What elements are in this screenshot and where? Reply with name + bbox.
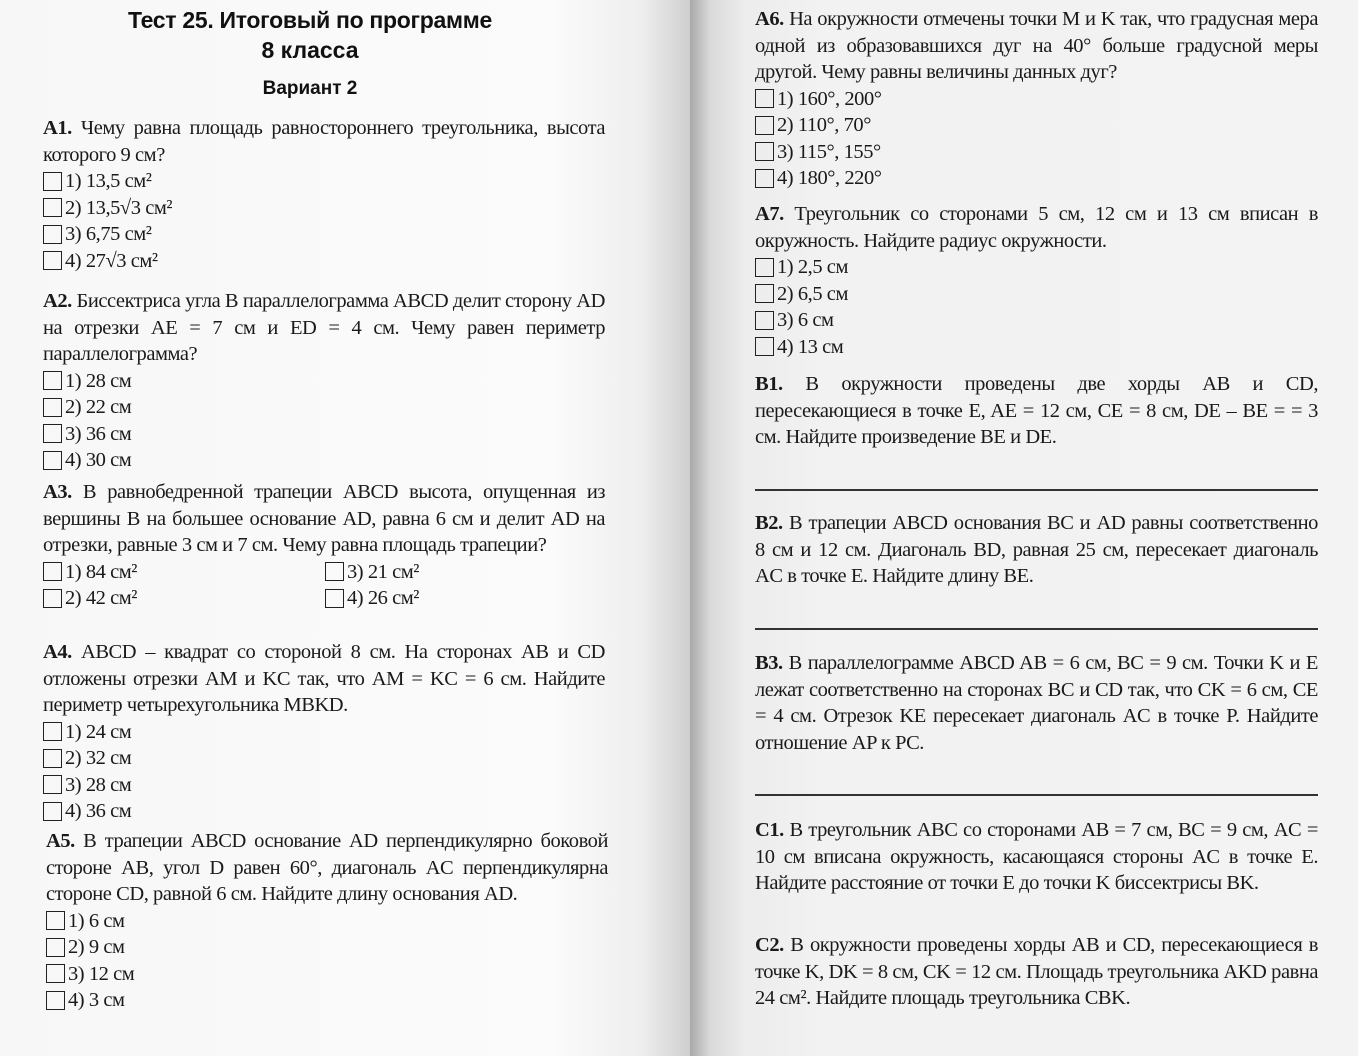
answer-option[interactable] bbox=[46, 934, 608, 961]
task-question: Чему равна площадь равностороннего треугольника, высота которого 9 см? bbox=[43, 117, 605, 166]
task-label: А1. bbox=[43, 117, 72, 139]
answer-option[interactable] bbox=[755, 281, 1318, 308]
answer-option[interactable] bbox=[325, 585, 585, 612]
task-a3 bbox=[43, 479, 605, 612]
task-a2 bbox=[43, 288, 605, 474]
option-text: 3) 6,75 см² bbox=[65, 223, 152, 245]
checkbox[interactable] bbox=[43, 371, 62, 390]
task-question: В параллелограмме ABCD AB = 6 см, BC = 9 см. Точки K и E лежат соответственно на сторонах BC и CD так, что CK = 6 см, CE = 4 см. Отрезок KE пересекает диагональ AC в точке P. Найдите отношение AP к PC. bbox=[755, 652, 1318, 754]
answer-option[interactable] bbox=[755, 334, 1318, 361]
option-text: 3) 6 см bbox=[777, 309, 834, 331]
checkbox[interactable] bbox=[46, 938, 65, 957]
test-title-grade: 8 класса bbox=[261, 37, 359, 63]
option-text: 1) 24 см bbox=[65, 720, 132, 743]
answer-option[interactable] bbox=[43, 168, 605, 195]
task-question: ABCD – квадрат со стороной 8 см. На сторонах AB и CD отложены отрезки AM и KC так, что AM = KC = 6 см. Найдите периметр четырехугольника MBKD. bbox=[43, 641, 605, 716]
answer-line bbox=[755, 794, 1318, 796]
option-text: 2) 32 см bbox=[65, 747, 132, 769]
task-c2 bbox=[755, 932, 1318, 1012]
answer-option[interactable] bbox=[43, 221, 605, 248]
task-a1 bbox=[43, 115, 605, 274]
option-text: 4) 27√3 см² bbox=[65, 249, 158, 272]
task-label: А3. bbox=[43, 481, 72, 503]
option-text: 4) 30 см bbox=[65, 449, 132, 471]
task-label: В2. bbox=[755, 512, 783, 534]
task-label: А5. bbox=[46, 830, 75, 852]
answer-option[interactable] bbox=[43, 394, 605, 421]
checkbox[interactable] bbox=[43, 562, 62, 581]
checkbox[interactable] bbox=[43, 802, 62, 821]
option-text: 2) 6,5 см bbox=[777, 282, 848, 305]
task-question: В окружности проведены хорды AB и CD, пересекающиеся в точке K, DK = 8 см, CK = 12 см. Площадь треугольника AKD равна 24 см². Найдите площадь треугольника CBK. bbox=[755, 934, 1318, 1009]
task-question: Треугольник со сторонами 5 см, 12 см и 13 см вписан в окружность. Найдите радиус окружности. bbox=[755, 203, 1318, 252]
task-a4 bbox=[43, 639, 605, 825]
task-b1 bbox=[755, 371, 1318, 451]
answer-option[interactable] bbox=[46, 908, 608, 935]
answer-option[interactable] bbox=[43, 421, 605, 448]
answer-option[interactable] bbox=[43, 798, 605, 825]
option-text: 1) 84 см² bbox=[65, 560, 137, 583]
task-label: С2. bbox=[755, 934, 784, 956]
answer-option[interactable] bbox=[46, 987, 608, 1014]
task-label: А4. bbox=[43, 641, 72, 663]
checkbox[interactable] bbox=[43, 722, 62, 741]
task-question: В окружности проведены две хорды AB и CD, пересекающиеся в точке E, AE = 12 см, CE = 8 см, DE – BE = = 3 см. Найдите произведение BE и DE. bbox=[755, 373, 1318, 448]
option-text: 3) 115°, 155° bbox=[777, 140, 881, 163]
answer-option[interactable] bbox=[755, 307, 1318, 334]
checkbox[interactable] bbox=[325, 589, 344, 608]
checkbox[interactable] bbox=[755, 142, 774, 161]
task-question: На окружности отмечены точки M и K так, что градусная мера одной из образовавшихся дуг на 40° больше градусной меры другой. Чему равны величины данных дуг? bbox=[755, 8, 1318, 83]
answer-line bbox=[755, 628, 1318, 630]
checkbox[interactable] bbox=[43, 251, 62, 270]
checkbox[interactable] bbox=[43, 775, 62, 794]
checkbox[interactable] bbox=[46, 911, 65, 930]
checkbox[interactable] bbox=[755, 284, 774, 303]
checkbox[interactable] bbox=[755, 337, 774, 356]
task-question: В треугольник ABC со сторонами AB = 7 см, BC = 9 см, AC = 10 см вписана окружность, касающаяся стороны AC в точке E. Найдите расстояние от точки E до точки K биссектрисы BK. bbox=[755, 819, 1318, 894]
task-label: А6. bbox=[755, 8, 784, 30]
test-title: Тест 25. Итоговый по программе bbox=[128, 7, 492, 33]
option-text: 4) 13 см bbox=[777, 335, 844, 358]
task-label: А2. bbox=[43, 290, 72, 312]
checkbox[interactable] bbox=[46, 964, 65, 983]
task-b2 bbox=[755, 510, 1318, 590]
checkbox[interactable] bbox=[43, 424, 62, 443]
option-text: 2) 110°, 70° bbox=[777, 114, 871, 136]
answer-option[interactable] bbox=[43, 368, 605, 395]
checkbox[interactable] bbox=[325, 562, 344, 581]
checkbox[interactable] bbox=[755, 116, 774, 135]
option-text: 2) 42 см² bbox=[65, 587, 137, 609]
answer-option[interactable] bbox=[46, 961, 608, 988]
task-a5 bbox=[46, 828, 608, 1014]
answer-option[interactable] bbox=[43, 195, 605, 222]
task-a7 bbox=[755, 201, 1318, 360]
task-c1 bbox=[755, 817, 1318, 897]
checkbox[interactable] bbox=[43, 398, 62, 417]
answer-option[interactable] bbox=[43, 585, 325, 612]
answer-option[interactable] bbox=[755, 254, 1318, 281]
answer-option[interactable] bbox=[755, 139, 1318, 166]
checkbox[interactable] bbox=[755, 89, 774, 108]
checkbox[interactable] bbox=[43, 198, 62, 217]
checkbox[interactable] bbox=[755, 258, 774, 277]
option-text: 1) 13,5 см² bbox=[65, 170, 152, 192]
task-label: А7. bbox=[755, 203, 784, 225]
checkbox[interactable] bbox=[755, 169, 774, 188]
checkbox[interactable] bbox=[43, 225, 62, 244]
task-label: В1. bbox=[755, 373, 783, 395]
answer-option[interactable] bbox=[43, 772, 605, 799]
answer-option[interactable] bbox=[755, 165, 1318, 192]
task-label: В3. bbox=[755, 652, 783, 674]
answer-option[interactable] bbox=[43, 745, 605, 772]
variant-heading: Вариант 2 bbox=[262, 78, 358, 99]
option-text: 3) 28 см bbox=[65, 773, 132, 796]
option-text: 2) 22 см bbox=[65, 396, 132, 418]
answer-option[interactable] bbox=[43, 248, 605, 275]
answer-option[interactable] bbox=[43, 559, 325, 586]
option-text: 3) 21 см² bbox=[347, 560, 419, 583]
answer-option[interactable] bbox=[43, 447, 605, 474]
option-text: 2) 13,5√3 см² bbox=[65, 196, 173, 219]
answer-option[interactable] bbox=[43, 719, 605, 746]
option-text: 3) 12 см bbox=[68, 962, 135, 985]
task-a6 bbox=[755, 6, 1318, 192]
answer-option[interactable] bbox=[325, 559, 585, 586]
checkbox[interactable] bbox=[43, 749, 62, 768]
checkbox[interactable] bbox=[46, 991, 65, 1010]
option-text: 4) 180°, 220° bbox=[777, 167, 882, 189]
option-text: 1) 160°, 200° bbox=[777, 87, 882, 110]
checkbox[interactable] bbox=[43, 451, 62, 470]
answer-option[interactable] bbox=[755, 86, 1318, 113]
task-question: В трапеции ABCD основание AD перпендикулярно боковой стороне AB, угол D равен 60°, диагональ AC перпендикулярна стороне CD, равной 6 см. Найдите длину основания AD. bbox=[46, 830, 608, 905]
task-question: В трапеции ABCD основания BC и AD равны соответственно 8 см и 12 см. Диагональ BD, равная 25 см, пересекает диагональ AC в точке E. Найдите длину BE. bbox=[755, 512, 1318, 587]
checkbox[interactable] bbox=[755, 311, 774, 330]
checkbox[interactable] bbox=[43, 589, 62, 608]
answer-option[interactable] bbox=[755, 112, 1318, 139]
task-question: В равнобедренной трапеции ABCD высота, опущенная из вершины B на большее основание AD, равна 6 см и делит AD на отрезки, равные 3 см и 7 см. Чему равна площадь трапеции? bbox=[43, 481, 605, 556]
task-b3 bbox=[755, 650, 1318, 756]
task-label: С1. bbox=[755, 819, 784, 841]
checkbox[interactable] bbox=[43, 172, 62, 191]
option-text: 3) 36 см bbox=[65, 422, 132, 445]
task-question: Биссектриса угла B параллелограмма ABCD делит сторону AD на отрезки AE = 7 см и ED = 4 см. Чему равен периметр параллелограмма? bbox=[43, 290, 605, 365]
option-text: 1) 2,5 см bbox=[777, 256, 848, 278]
option-text: 2) 9 см bbox=[68, 936, 125, 958]
answer-line bbox=[755, 489, 1318, 491]
option-text: 1) 6 см bbox=[68, 909, 125, 932]
option-text: 4) 36 см bbox=[65, 800, 132, 822]
option-text: 4) 3 см bbox=[68, 989, 125, 1011]
option-text: 4) 26 см² bbox=[347, 587, 419, 609]
option-text: 1) 28 см bbox=[65, 369, 132, 392]
